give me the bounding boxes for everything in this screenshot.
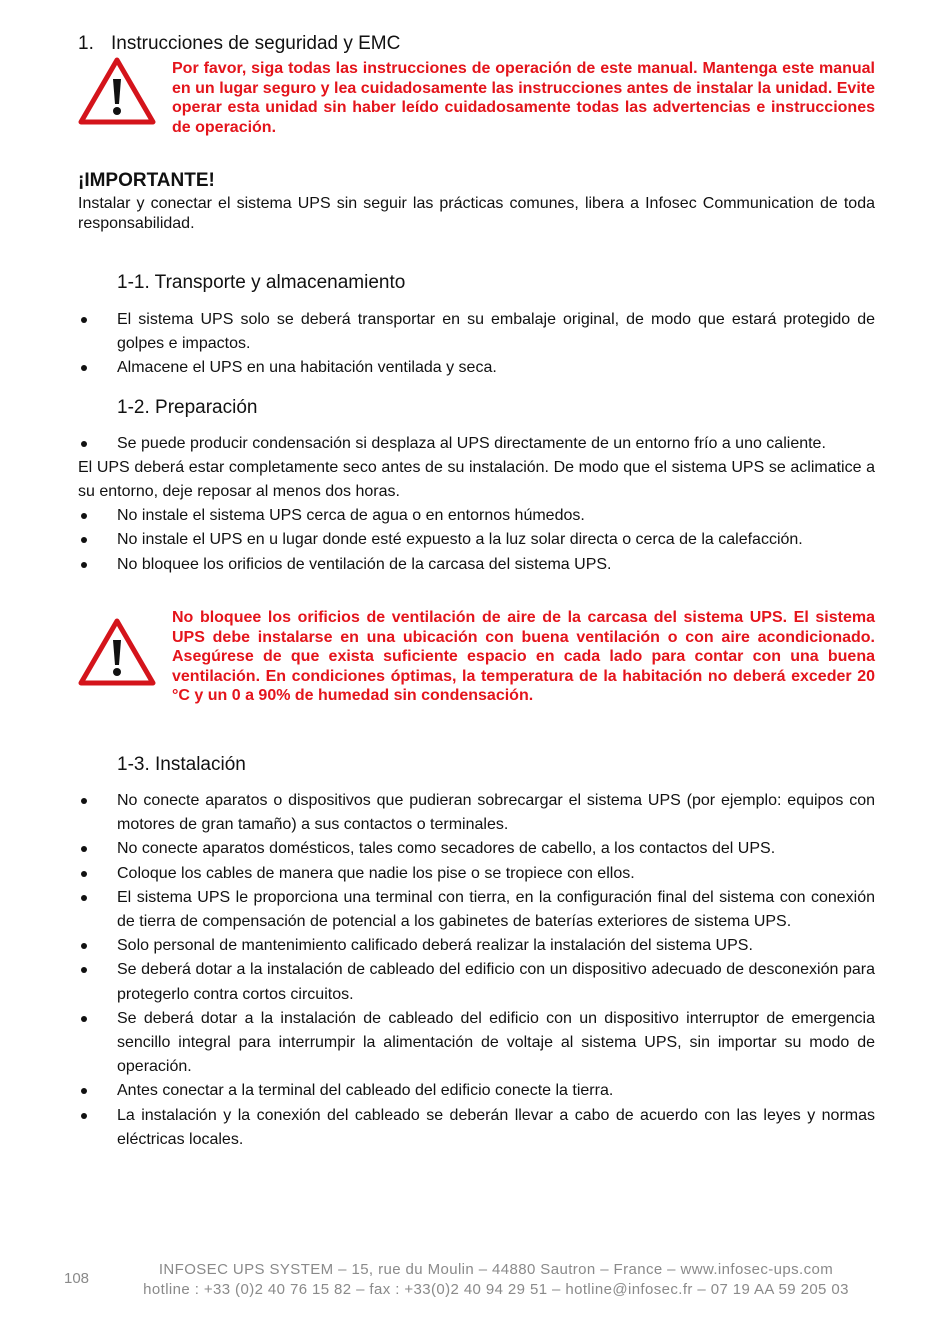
list-item: El sistema UPS solo se deberá transportar en su embalaje original, de modo que estará protegido de golpes e impactos. (78, 308, 875, 356)
bullet-icon (81, 441, 87, 447)
bullet-icon (81, 943, 87, 949)
list-installation (78, 789, 875, 1152)
list-item: Se puede producir condensación si desplaza al UPS directamente de un entorno frío a uno caliente. (78, 432, 875, 456)
bullet-icon (81, 871, 87, 877)
list-item: No conecte aparatos o dispositivos que pudieran sobrecargar el sistema UPS (por ejemplo: equipos con motores de gran tamaño) a sus contactos o terminales. (78, 789, 875, 837)
preparation-continuation: El UPS deberá estar completamente seco antes de su instalación. De modo que el sistema UPS se aclimatice a su entorno, deje reposar al menos dos horas. (78, 459, 875, 501)
section-title: Instrucciones de seguridad y EMC (111, 33, 401, 54)
list-item: No bloquee los orificios de ventilación de la carcasa del sistema UPS. (78, 553, 875, 577)
preparation-block (78, 432, 875, 505)
bullet-icon (81, 365, 87, 371)
important-heading: ¡IMPORTANTE! (78, 170, 215, 191)
list-item: No conecte aparatos domésticos, tales como secadores de cabello, a los contactos del UPS. (78, 837, 875, 861)
warning-triangle-icon (78, 57, 156, 125)
list-item: Se deberá dotar a la instalación de cableado del edificio con un dispositivo adecuado de desconexión para protegerlo contra cortos circuitos. (78, 958, 875, 1006)
bullet-icon (81, 562, 87, 568)
list-item: Se deberá dotar a la instalación de cableado del edificio con un dispositivo interruptor de emergencia sencillo integral para interrumpir la alimentación de voltaje al sistema UPS, sin importar su modo de operación. (78, 1007, 875, 1080)
list-item: Solo personal de mantenimiento calificado deberá realizar la instalación del sistema UPS. (78, 934, 875, 958)
warning-text-2: No bloquee los orificios de ventilación de aire de la carcasa del sistema UPS. El sistema UPS debe instalarse en una ubicación con buena ventilación o con aire acondicionado. Asegúrese de que exista suficiente espacio en cada lado para contar con una buena ventilación. En condiciones óptimas, la temperatura de la habitación no deberá exceder 20 °C y un 0 a 90% de humedad sin condensación. (172, 609, 875, 705)
section-heading-1 (78, 32, 400, 56)
list-item: La instalación y la conexión del cableado se deberán llevar a cabo de acuerdo con las leyes y normas eléctricas locales. (78, 1104, 875, 1152)
bullet-icon (81, 846, 87, 852)
section-number: 1. (78, 33, 94, 54)
bullet-icon (81, 1088, 87, 1094)
warning-text-1: Por favor, siga todas las instrucciones de operación de este manual. Mantenga este manual en un lugar seguro y lea cuidadosamente las instrucciones antes de instalar la unidad. Evite operar esta unidad sin haber leído cuidadosamente todas las advertencias e instrucciones de operación. (172, 60, 875, 136)
footer-contact: hotline : +33 (0)2 40 76 15 82 – fax : +33(0)2 40 94 29 51 – hotline@infosec.fr – 07 19 AA 59 205 03 (143, 1281, 849, 1298)
list-transport (78, 308, 875, 381)
list-preparation (78, 504, 875, 578)
section-heading-1-1: 1-1. Transporte y almacenamiento (117, 272, 406, 293)
list-item: Antes conectar a la terminal del cableado del edificio conecte la tierra. (78, 1079, 875, 1103)
footer-address: INFOSEC UPS SYSTEM – 15, rue du Moulin – 44880 Sautron – France – www.infosec-ups.com (158, 1261, 834, 1278)
bullet-icon (81, 895, 87, 901)
bullet-icon (81, 798, 87, 804)
list-item: Almacene el UPS en una habitación ventilada y seca. (78, 356, 875, 380)
list-item: Coloque los cables de manera que nadie los pise o se tropiece con ellos. (78, 862, 875, 886)
bullet-icon (81, 1016, 87, 1022)
bullet-icon (81, 1113, 87, 1119)
bullet-icon (81, 537, 87, 543)
bullet-icon (81, 967, 87, 973)
bullet-icon (81, 317, 87, 323)
section-heading-1-3: 1-3. Instalación (117, 754, 246, 775)
footer (128, 1260, 864, 1300)
list-item: No instale el UPS en u lugar donde esté expuesto a la luz solar directa o cerca de la calefacción. (78, 528, 875, 552)
important-text: Instalar y conectar el sistema UPS sin seguir las prácticas comunes, libera a Infosec Communication de toda responsabilidad. (78, 195, 875, 232)
section-heading-1-2: 1-2. Preparación (117, 397, 258, 418)
page-number: 108 (64, 1270, 90, 1287)
bullet-icon (81, 513, 87, 519)
warning-triangle-icon (78, 618, 156, 686)
list-item: El sistema UPS le proporciona una terminal con tierra, en la configuración final del sistema con conexión de tierra de compensación de potencial a los gabinetes de baterías exteriores de sistema UPS. (78, 886, 875, 934)
list-item: No instale el sistema UPS cerca de agua o en entornos húmedos. (78, 504, 875, 528)
